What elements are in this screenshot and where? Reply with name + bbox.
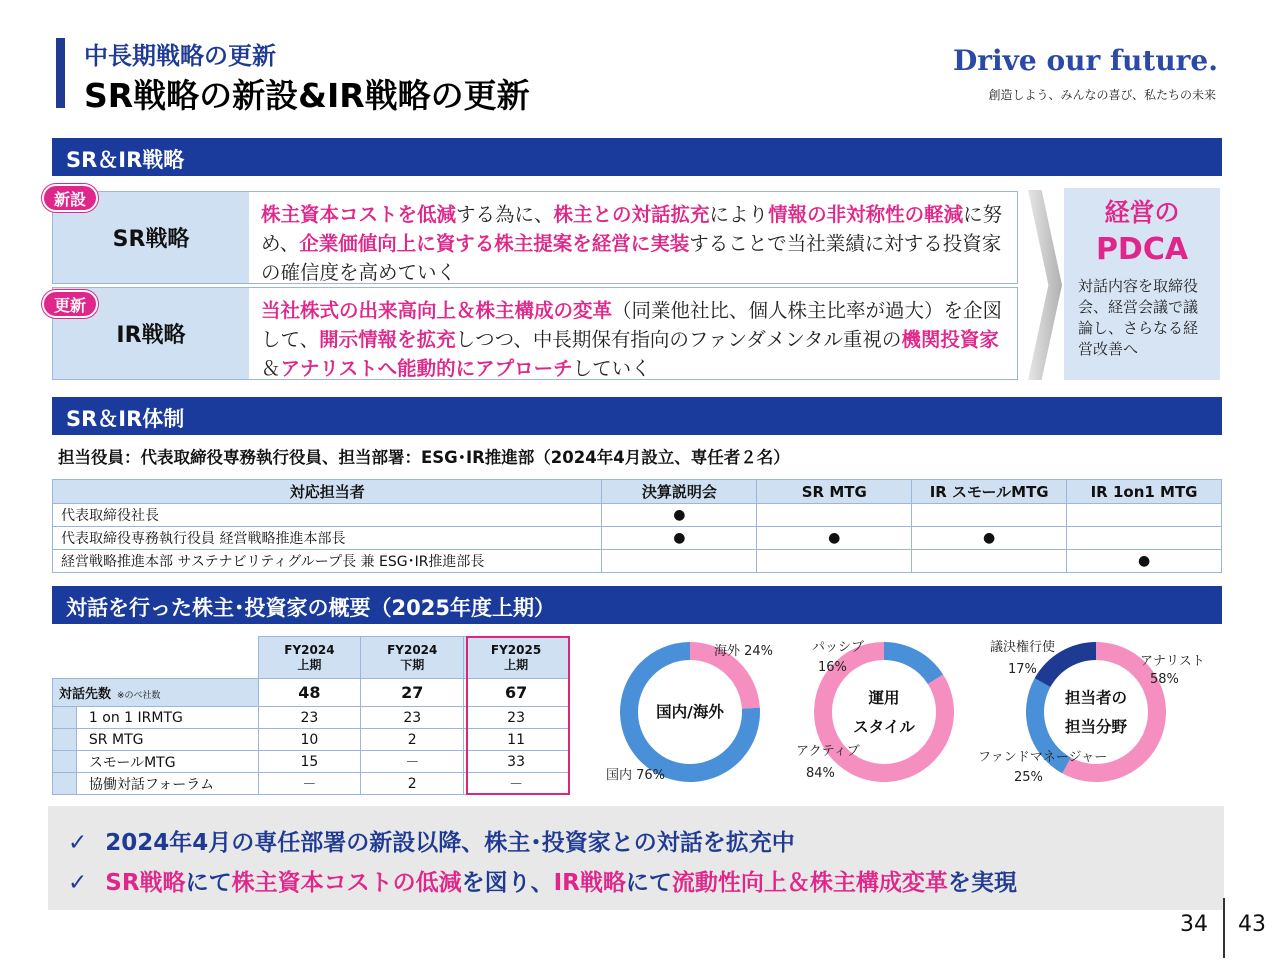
highlight-text: 株主資本コストの低減 bbox=[231, 870, 462, 896]
slice-value: 17% bbox=[1008, 662, 1037, 677]
table-cell: 2 bbox=[361, 773, 464, 795]
table-cell: 15 bbox=[258, 751, 361, 773]
body-text: にて bbox=[625, 870, 672, 896]
highlight-text: 当社株式の出来高向上＆株主構成の変革 bbox=[261, 299, 613, 322]
conclusion-line-1 bbox=[68, 824, 795, 857]
slice-value: 58% bbox=[1150, 672, 1179, 687]
body-text: を実現 bbox=[947, 870, 1017, 896]
highlight-text: IR戦略 bbox=[553, 870, 626, 896]
slice-label: ファンドマネージャー bbox=[978, 750, 1108, 765]
table-row bbox=[53, 751, 569, 773]
table-cell bbox=[602, 550, 757, 573]
conclusion-text: 2024年4月の専任部署の新設以降、株主･投資家との対話を拡充中 bbox=[105, 830, 795, 856]
column-header-half: 上期 bbox=[504, 657, 529, 672]
conclusion-text bbox=[105, 870, 1017, 896]
page-number: 34 bbox=[1180, 912, 1208, 937]
pdca-description: 対話内容を取締役会、経営会議で議論し、さらなる経営改善へ bbox=[1078, 277, 1199, 358]
conclusion-box bbox=[48, 806, 1224, 910]
empty-corner-cell bbox=[53, 637, 259, 679]
slice-label: アクティブ bbox=[796, 744, 860, 759]
highlight-text: アナリストへ能動的にアプローチ bbox=[280, 357, 573, 380]
table-row bbox=[53, 707, 569, 729]
body-text: ＆ bbox=[261, 357, 281, 380]
donut-center-line: 担当者の bbox=[1064, 689, 1127, 707]
section-heading-structure: SR＆IR体制 bbox=[52, 397, 1222, 435]
new-badge: 新設 bbox=[42, 184, 98, 212]
table-row bbox=[53, 550, 1222, 573]
highlight-text: SR戦略 bbox=[105, 870, 186, 896]
table-cell: 67 bbox=[464, 679, 569, 707]
table-cell bbox=[1067, 504, 1222, 527]
table-cell bbox=[757, 504, 912, 527]
strategy-label: IR戦略 bbox=[53, 288, 249, 379]
column-header bbox=[464, 637, 569, 679]
column-header-half: 上期 bbox=[297, 657, 322, 672]
column-header-year: FY2024 bbox=[387, 642, 438, 657]
column-header-year: FY2024 bbox=[284, 642, 335, 657]
check-icon: ✓ bbox=[68, 870, 88, 896]
column-header: IR スモールMTG bbox=[912, 480, 1067, 504]
dialogue-stats-table bbox=[52, 636, 569, 795]
table-cell: － bbox=[258, 773, 361, 795]
row-label: 協働対話フォーラム bbox=[76, 773, 258, 795]
check-icon: ✓ bbox=[68, 830, 88, 856]
table-cell: 48 bbox=[258, 679, 361, 707]
column-header-half: 下期 bbox=[400, 657, 425, 672]
body-text: を図り、 bbox=[461, 870, 554, 896]
table-cell bbox=[912, 504, 1067, 527]
donut-center-label bbox=[834, 684, 934, 742]
arrow-right-icon bbox=[1028, 190, 1062, 380]
body-text: に努め、 bbox=[261, 203, 1003, 255]
indent-cell bbox=[53, 773, 77, 795]
org-description: 担当役員：代表取締役専務執行役員、担当部署：ESG･IR推進部（2024年4月設立、専任者２名） bbox=[58, 448, 790, 467]
highlight-text: 株主資本コストを低減 bbox=[261, 203, 457, 226]
title-accent-bar bbox=[56, 38, 65, 108]
column-header: 対応担当者 bbox=[53, 480, 602, 504]
total-note: ※のべ社数 bbox=[117, 691, 161, 701]
body-text: により bbox=[709, 203, 769, 226]
table-cell: 11 bbox=[464, 729, 569, 751]
donut-center-line: 担当分野 bbox=[1064, 718, 1127, 736]
column-header: 決算説明会 bbox=[602, 480, 757, 504]
indent-cell bbox=[53, 751, 77, 773]
highlight-text: 開示情報を拡充 bbox=[319, 328, 456, 351]
section-heading-dialogue: 対話を行った株主･投資家の概要（2025年度上期） bbox=[52, 586, 1222, 624]
slice-label: 海外 24% bbox=[714, 644, 774, 659]
column-header: IR 1on1 MTG bbox=[1067, 480, 1222, 504]
table-row-total bbox=[53, 679, 569, 707]
strategy-text-sr bbox=[261, 200, 1009, 287]
page-subtitle: 中長期戦略の更新 bbox=[84, 42, 276, 70]
strategy-row-ir bbox=[52, 287, 1018, 380]
page-title: SR戦略の新設&IR戦略の更新 bbox=[84, 76, 530, 115]
table-cell: 経営戦略推進本部 サステナビリティグループ長 兼 ESG･IR推進部長 bbox=[53, 550, 602, 573]
table-cell: ● bbox=[602, 527, 757, 550]
table-row bbox=[53, 773, 569, 795]
donut-center-label bbox=[1046, 684, 1146, 742]
table-cell: 27 bbox=[361, 679, 464, 707]
slice-value: 84% bbox=[806, 766, 835, 781]
donut-slice bbox=[884, 642, 943, 684]
table-cell: ● bbox=[1067, 550, 1222, 573]
table-cell: ● bbox=[757, 527, 912, 550]
slice-value: 25% bbox=[1014, 770, 1043, 785]
strategy-label: SR戦略 bbox=[53, 192, 249, 283]
highlight-text: 株主との対話拡充 bbox=[553, 203, 710, 226]
table-row bbox=[53, 527, 1222, 550]
highlight-text: 企業価値向上に資する株主提案を経営に実装 bbox=[299, 232, 690, 255]
slice-value: 16% bbox=[818, 660, 847, 675]
update-badge: 更新 bbox=[42, 290, 98, 318]
table-cell: 23 bbox=[258, 707, 361, 729]
body-text: することで当社業績に対する投資家の確信度を高めていく bbox=[261, 232, 1002, 284]
table-cell: － bbox=[361, 751, 464, 773]
table-cell: 2 bbox=[361, 729, 464, 751]
table-cell bbox=[757, 550, 912, 573]
body-text: していく bbox=[572, 357, 651, 380]
table-cell: 代表取締役社長 bbox=[53, 504, 602, 527]
row-label: 1 on 1 IRMTG bbox=[76, 707, 258, 729]
highlight-text: 流動性向上＆株主構成変革 bbox=[671, 870, 948, 896]
table-cell: ● bbox=[602, 504, 757, 527]
slice-label: 国内 76% bbox=[606, 768, 666, 783]
page-divider bbox=[1223, 898, 1225, 958]
column-header bbox=[258, 637, 361, 679]
column-header-year: FY2025 bbox=[490, 642, 542, 657]
body-text: する為に、 bbox=[456, 203, 554, 226]
table-cell: 23 bbox=[361, 707, 464, 729]
brand-logo: Drive our future. bbox=[952, 44, 1218, 77]
section-heading-strategy: SR＆IR戦略 bbox=[52, 138, 1222, 176]
slice-label: 議決権行使 bbox=[990, 640, 1056, 655]
body-text: （同業他社比、個人株主比率が過大）を企図して、 bbox=[261, 299, 1003, 351]
page-total: 43 bbox=[1238, 912, 1266, 937]
row-label: SR MTG bbox=[76, 729, 258, 751]
pdca-title-line1: 経営の bbox=[1104, 198, 1180, 227]
column-header bbox=[361, 637, 464, 679]
slice-label: パッシブ bbox=[812, 640, 865, 655]
indent-cell bbox=[53, 707, 77, 729]
body-text: にて bbox=[185, 870, 232, 896]
row-label bbox=[53, 679, 259, 707]
conclusion-line-2 bbox=[68, 864, 1017, 897]
stats-header-row bbox=[53, 637, 569, 679]
table-cell: 代表取締役専務執行役員 経営戦略推進本部長 bbox=[53, 527, 602, 550]
column-header: SR MTG bbox=[757, 480, 912, 504]
row-label: スモールMTG bbox=[76, 751, 258, 773]
table-cell: 33 bbox=[464, 751, 569, 773]
pdca-title-line2: PDCA bbox=[1095, 232, 1189, 267]
table-row bbox=[53, 729, 569, 751]
table-cell: ● bbox=[912, 527, 1067, 550]
highlight-text: 情報の非対称性の軽減 bbox=[768, 203, 964, 226]
table-row bbox=[53, 504, 1222, 527]
table-cell bbox=[912, 550, 1067, 573]
org-table bbox=[52, 479, 1222, 573]
strategy-row-sr bbox=[52, 191, 1018, 284]
table-cell: － bbox=[464, 773, 569, 795]
table-cell bbox=[1067, 527, 1222, 550]
body-text: しつつ、中長期保有指向のファンダメンタル重視の bbox=[455, 328, 902, 351]
indent-cell bbox=[53, 729, 77, 751]
highlight-text: 機関投資家 bbox=[901, 328, 999, 351]
donut-center-label: 国内/海外 bbox=[656, 703, 724, 721]
strategy-text-ir bbox=[261, 296, 1009, 383]
table-cell: 23 bbox=[464, 707, 569, 729]
org-table-header-row bbox=[53, 480, 1222, 504]
total-label: 対話先数 bbox=[59, 687, 112, 702]
table-cell: 10 bbox=[258, 729, 361, 751]
donut-center-line: 運用 bbox=[868, 689, 900, 707]
pdca-box bbox=[1064, 188, 1220, 380]
slice-label: アナリスト bbox=[1140, 654, 1205, 669]
brand-tagline: 創造しよう、みんなの喜び、私たちの未来 bbox=[988, 88, 1216, 102]
donut-charts bbox=[590, 626, 1230, 796]
donut-center-line: スタイル bbox=[853, 718, 915, 736]
